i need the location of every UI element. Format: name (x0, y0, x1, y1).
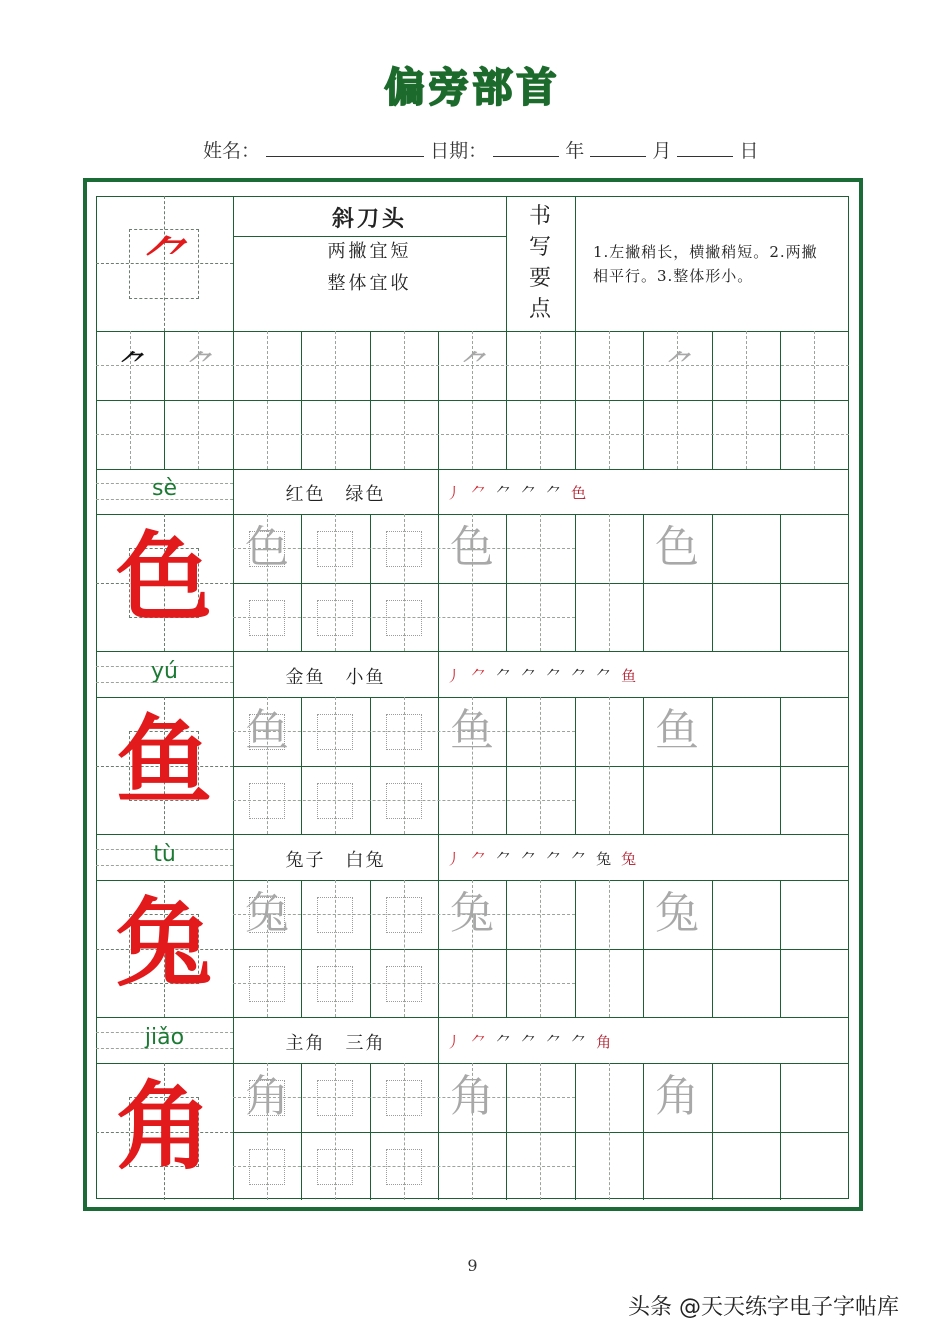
practice-cell[interactable] (370, 583, 439, 652)
practice-cell[interactable] (438, 583, 507, 652)
trace-character: 色 (245, 522, 289, 573)
stroke-order (446, 482, 596, 503)
practice-cell[interactable] (301, 880, 370, 949)
stroke-step: ⺈ (521, 484, 547, 502)
stroke-order (446, 848, 646, 869)
radical-model: ⺈ (140, 232, 184, 283)
date-label: 日期： (430, 140, 488, 162)
practice-cell[interactable] (233, 1063, 302, 1132)
practice-cell[interactable] (643, 880, 712, 949)
practice-cell[interactable] (233, 331, 302, 469)
practice-cell[interactable] (506, 949, 575, 1018)
radical-trace: ⺈ (186, 348, 210, 377)
example-words: 红色 绿色 (285, 484, 386, 505)
practice-cell[interactable] (506, 697, 575, 766)
stroke-step: ⺈ (471, 667, 497, 685)
practice-cell[interactable] (370, 1132, 439, 1201)
stroke-step: 兔 (621, 850, 647, 868)
practice-cell[interactable] (575, 1063, 644, 1132)
stroke-step: 角 (596, 1033, 622, 1051)
stroke-step: 鱼 (621, 667, 647, 685)
stroke-step: 色 (571, 484, 597, 502)
stroke-step: ⺈ (521, 850, 547, 868)
watermark: 头条 @天天练字电子字帖库 (628, 1295, 899, 1320)
practice-cell[interactable] (370, 514, 439, 583)
practice-cell[interactable] (438, 514, 507, 583)
stroke-step: ⺈ (496, 484, 522, 502)
trace-character: 色 (655, 522, 699, 573)
practice-cell[interactable] (506, 514, 575, 583)
trace-character: 角 (450, 1071, 494, 1122)
practice-cell[interactable] (712, 514, 781, 583)
practice-cell[interactable] (643, 331, 712, 469)
practice-cell[interactable] (370, 697, 439, 766)
practice-cell[interactable] (506, 1063, 575, 1132)
practice-cell[interactable] (438, 949, 507, 1018)
stroke-step: ⺈ (546, 850, 572, 868)
practice-cell[interactable] (575, 583, 644, 652)
trace-character: 兔 (655, 888, 699, 939)
practice-cell[interactable] (438, 1132, 507, 1201)
pinyin: yú (151, 659, 178, 684)
practice-cell[interactable] (643, 583, 712, 652)
trace-character: 兔 (245, 888, 289, 939)
practice-cell[interactable] (575, 514, 644, 583)
practice-cell[interactable] (780, 514, 849, 583)
practice-cell[interactable] (438, 331, 507, 469)
model-character: 色 (116, 521, 212, 634)
radical-trace: ⺈ (665, 348, 689, 377)
practice-cell[interactable] (301, 1063, 370, 1132)
practice-cell[interactable] (301, 697, 370, 766)
writing-points-text: 1.左撇稍长，横撇稍短。2.两撇相平行。3.整体形小。 (593, 243, 818, 285)
practice-cell[interactable] (506, 1132, 575, 1201)
practice-cell[interactable] (712, 331, 781, 469)
practice-cell[interactable] (575, 880, 644, 949)
practice-cell[interactable] (370, 1063, 439, 1132)
practice-cell[interactable] (370, 949, 439, 1018)
stroke-step: ⺈ (546, 667, 572, 685)
practice-cell[interactable] (780, 583, 849, 652)
day-field[interactable] (677, 139, 733, 157)
model-character: 兔 (116, 887, 212, 1000)
stroke-step: ⺈ (571, 667, 597, 685)
practice-cell[interactable] (233, 514, 302, 583)
practice-cell[interactable] (712, 880, 781, 949)
trace-character: 鱼 (245, 705, 289, 756)
stroke-step: ⺈ (596, 667, 622, 685)
trace-character: 角 (245, 1071, 289, 1122)
radical-tips: 两撇宜短 整体宜收 (327, 241, 412, 294)
writing-points-label: 书 写 要 点 (528, 204, 551, 322)
practice-cell[interactable] (780, 331, 849, 469)
stroke-step: ⺈ (571, 850, 597, 868)
stroke-step: ⺈ (496, 1033, 522, 1051)
practice-cell[interactable] (506, 331, 575, 469)
name-date-line (203, 136, 758, 163)
stroke-step: 丿 (446, 484, 472, 502)
name-field[interactable] (266, 139, 424, 157)
practice-cell[interactable] (780, 1132, 849, 1201)
trace-character: 色 (450, 522, 494, 573)
practice-cell[interactable] (643, 949, 712, 1018)
example-words: 金鱼 小鱼 (285, 667, 386, 688)
practice-cell[interactable] (506, 880, 575, 949)
practice-cell[interactable] (301, 514, 370, 583)
practice-cell[interactable] (643, 514, 712, 583)
practice-cell[interactable] (575, 331, 644, 469)
stroke-step: ⺈ (496, 850, 522, 868)
stroke-step: ⺈ (546, 484, 572, 502)
trace-character: 兔 (450, 888, 494, 939)
radical-model-small: ⺈ (118, 348, 142, 377)
practice-cell[interactable] (575, 766, 644, 835)
practice-cell[interactable] (233, 1132, 302, 1201)
stroke-step: 丿 (446, 850, 472, 868)
practice-cell[interactable] (780, 949, 849, 1018)
practice-cell[interactable] (575, 949, 644, 1018)
trace-character: 鱼 (655, 705, 699, 756)
stroke-step: 丿 (446, 667, 472, 685)
stroke-step: ⺈ (496, 667, 522, 685)
stroke-step: 兔 (596, 850, 622, 868)
practice-cell[interactable] (712, 1132, 781, 1201)
practice-cell[interactable] (370, 766, 439, 835)
radical-name: 斜刀头 (331, 206, 407, 232)
practice-cell[interactable] (438, 697, 507, 766)
practice-cell[interactable] (712, 583, 781, 652)
day-label: 日 (739, 140, 759, 162)
pinyin: jiǎo (144, 1025, 185, 1050)
stroke-step: ⺈ (546, 1033, 572, 1051)
stroke-order (446, 665, 646, 686)
practice-cell[interactable] (233, 697, 302, 766)
practice-cell[interactable] (301, 766, 370, 835)
practice-cell[interactable] (438, 1063, 507, 1132)
practice-cell[interactable] (301, 331, 370, 469)
pinyin: tù (153, 842, 176, 867)
radical-trace: ⺈ (460, 348, 484, 377)
practice-cell[interactable] (780, 766, 849, 835)
practice-cell[interactable] (301, 1132, 370, 1201)
practice-cell[interactable] (712, 697, 781, 766)
practice-cell[interactable] (233, 583, 302, 652)
practice-cell[interactable] (712, 949, 781, 1018)
page-number: 9 (467, 1256, 478, 1275)
practice-grid (96, 196, 849, 1199)
practice-cell[interactable] (643, 697, 712, 766)
trace-character: 鱼 (450, 705, 494, 756)
practice-cell[interactable] (233, 880, 302, 949)
practice-cell[interactable] (438, 880, 507, 949)
stroke-order (446, 1031, 621, 1052)
example-words: 兔子 白兔 (285, 850, 386, 871)
practice-cell[interactable] (233, 766, 302, 835)
stroke-step: ⺈ (471, 850, 497, 868)
practice-cell[interactable] (506, 583, 575, 652)
model-character: 鱼 (116, 704, 212, 817)
practice-cell[interactable] (506, 766, 575, 835)
practice-cell[interactable] (438, 766, 507, 835)
practice-cell[interactable] (643, 1132, 712, 1201)
stroke-step: ⺈ (471, 484, 497, 502)
practice-cell[interactable] (643, 1063, 712, 1132)
practice-cell[interactable] (643, 766, 712, 835)
practice-cell[interactable] (164, 331, 233, 469)
practice-cell[interactable] (575, 1132, 644, 1201)
practice-cell[interactable] (780, 1063, 849, 1132)
page-title: 偏旁部首 (384, 65, 561, 111)
practice-cell[interactable] (780, 697, 849, 766)
stroke-step: 丿 (446, 1033, 472, 1051)
stroke-step: ⺈ (521, 667, 547, 685)
practice-cell[interactable] (712, 766, 781, 835)
trace-character: 角 (655, 1071, 699, 1122)
practice-cell[interactable] (712, 1063, 781, 1132)
model-character: 角 (116, 1070, 212, 1183)
month-label: 月 (652, 140, 672, 162)
practice-cell[interactable] (96, 331, 165, 469)
practice-cell[interactable] (370, 880, 439, 949)
stroke-step: ⺈ (471, 1033, 497, 1051)
pinyin: sè (152, 476, 177, 501)
practice-cell[interactable] (370, 331, 439, 469)
stroke-step: ⺈ (571, 1033, 597, 1051)
practice-cell[interactable] (301, 583, 370, 652)
name-label: 姓名： (203, 140, 261, 162)
practice-cell[interactable] (780, 880, 849, 949)
stroke-step: ⺈ (521, 1033, 547, 1051)
practice-cell[interactable] (575, 697, 644, 766)
example-words: 主角 三角 (285, 1033, 386, 1054)
year-label: 年 (565, 140, 585, 162)
practice-cell[interactable] (301, 949, 370, 1018)
practice-cell[interactable] (233, 949, 302, 1018)
month-field[interactable] (590, 139, 646, 157)
year-field[interactable] (493, 139, 559, 157)
